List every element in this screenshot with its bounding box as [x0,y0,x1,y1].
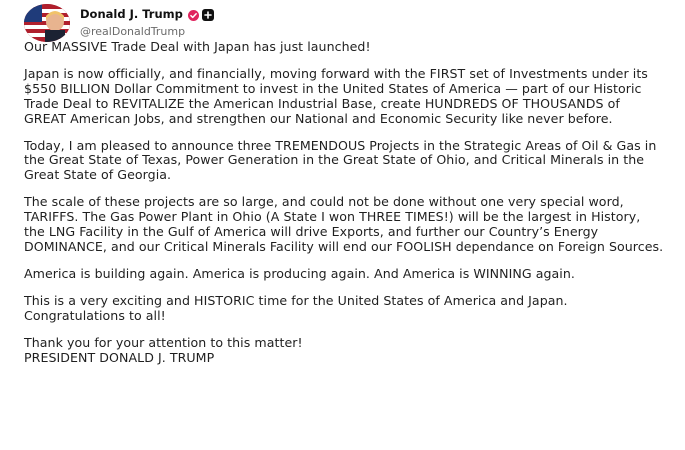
paragraph-1: Our MASSIVE Trade Deal with Japan has just launched! [24,39,371,54]
author-block [80,9,214,37]
paragraph-3: Today, I am pleased to announce three TREMENDOUS Projects in the Strategic Areas of Oil & Gas in the Great State of Texas, Power Generation in the Great State of Ohio, and Critical Minerals in the Great State of Georgia. [24,137,657,183]
avatar-icon [24,4,70,42]
paragraph-5: America is building again. America is producing again. And America is WINNING again. [24,265,575,281]
closing-line-2: PRESIDENT DONALD J. TRUMP [24,349,215,365]
verified-badge-icon [188,10,199,21]
post-header [24,8,214,38]
plus-badge-icon [202,9,214,21]
handle[interactable]: @realDonaldTrump [80,25,186,38]
closing-line-1: Thank you for your attention to this matter! [24,334,303,350]
paragraph-4: The scale of these projects are so large, and could not be done without one very special word, TARIFFS. The Gas Power Plant in Ohio (A State I won THREE TIMES!) will be the largest in History, the LNG Facility in the Gulf of America will drive Exports, and further our Country’s Energy DOMINANCE, and our Critical Minerals Facility will end our FOOLISH dependance on Foreign Sources. [24,194,664,254]
name-row [80,9,214,21]
paragraph-6: This is a very exciting and HISTORIC time for the United States of America and Japan. Congratulations to all! [24,292,568,323]
display-name[interactable]: Donald J. Trump [80,7,183,22]
post-body [24,40,664,365]
avatar[interactable] [24,4,70,42]
paragraph-2: Japan is now officially, and financially, moving forward with the FIRST set of Investments under its $550 BILLION Dollar Commitment to invest in the United States of America — part of our Historic Trade Deal to REVITALIZE the American Industrial Base, create HUNDREDS OF THOUSANDS of GREAT American Jobs, and strengthen our National and Economic Security like never before. [24,65,648,126]
